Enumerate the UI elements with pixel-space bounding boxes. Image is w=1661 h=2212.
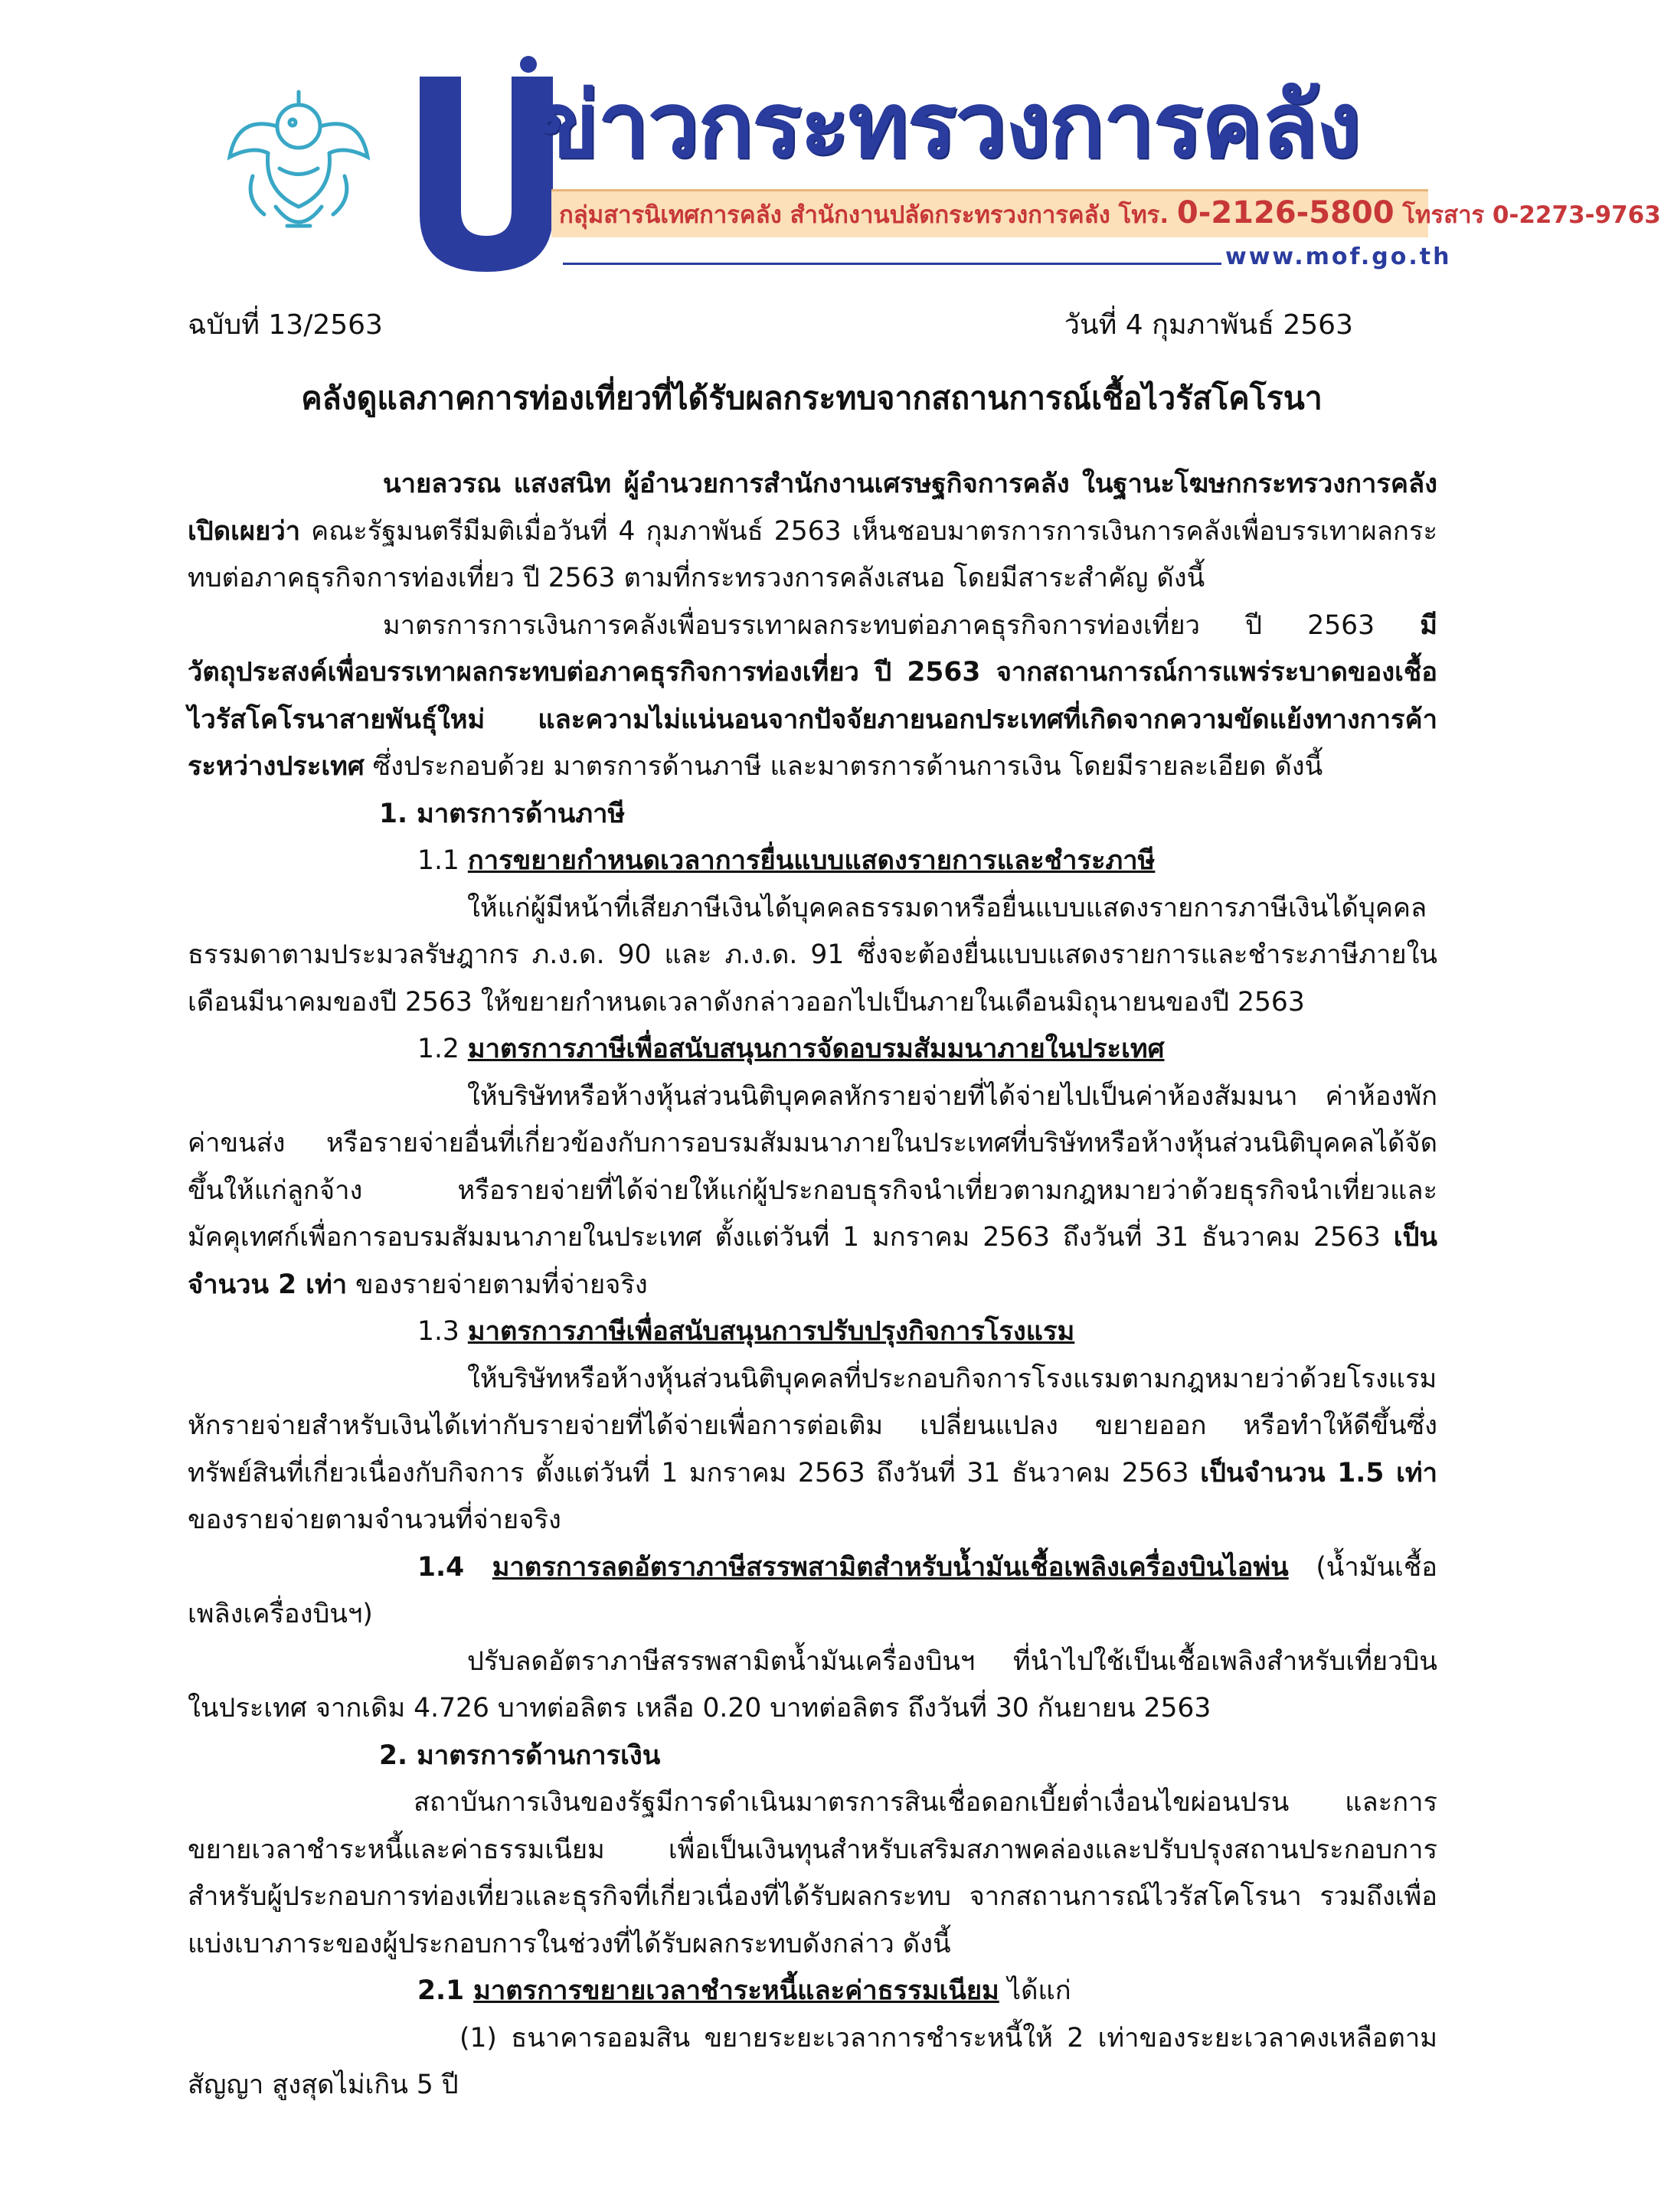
overview-objective: มีวัตถุประสงค์เพื่อบรรเทาผลกระทบต่อภาคธุรกิจการท่องเที่ยว ปี 2563 จากสถานการณ์การแพร่ระบาดของเชื้อไวรัสโคโรนาสายพันธุ์ใหม่ และความไม่แน่นอนจากปัจจัยภายนอกประเทศที่เกิดจากความขัดแย้งทางการค้าระหว่างประเทศ — [188, 609, 1437, 782]
section-1-3-body — [188, 1356, 1437, 1544]
section-tail: ได้แก่ — [999, 1975, 1071, 2006]
body-tail: ของรายจ่ายตามจำนวนที่จ่ายจริง — [188, 1505, 561, 1535]
section-number: 2.1 — [417, 1975, 474, 2006]
section-note: (น้ำมันเชื้อเพลิงเครื่องบินฯ) — [188, 1551, 1437, 1629]
issue-date: วันที่ 4 กุมภาพันธ์ 2563 — [1064, 309, 1353, 341]
body-text: ให้บริษัทหรือห้างหุ้นส่วนนิติบุคคลหักรายจ่ายที่ได้จ่ายไปเป็นค่าห้องสัมมนา ค่าห้องพัก ค่าขนส่ง หรือรายจ่ายอื่นที่เกี่ยวข้องกับการอบรมสัมมนาภายในประเทศที่บริษัทหรือห้างหุ้นส่วนนิติบุคคลได้จัดขึ้นให้แก่ลูกจ้าง หรือรายจ่ายที่ได้จ่ายให้แก่ผู้ประกอบธุรกิจนำเที่ยวตามกฎหมายว่าด้วยธุรกิจนำเที่ยวและมัคคุเทศก์เพื่อการอบรมสัมมนาภายในประเทศ ตั้งแต่วันที่ 1 มกราคม 2563 ถึงวันที่ 31 ธันวาคม 2563 — [188, 1080, 1437, 1253]
section-title: มาตรการลดอัตราภาษีสรรพสามิตสำหรับน้ำมันเชื้อเพลิงเครื่องบินไอพ่น — [492, 1551, 1289, 1583]
section-2-body: สถาบันการเงินของรัฐมีการดำเนินมาตรการสินเชื่อดอกเบี้ยต่ำเงื่อนไขผ่อนปรน และการขยายเวลาชำระหนี้และค่าธรรมเนียม เพื่อเป็นเงินทุนสำหรับเสริมสภาพคล่องและปรับปรุงสถานประกอบการ สำหรับผู้ประกอบการท่องเที่ยวและธุรกิจที่เกี่ยวเนื่องที่ได้รับผลกระทบ จากสถานการณ์ไวรัสโคโรนา รวมถึงเพื่อแบ่งเบาภาระของผู้ประกอบการในช่วงที่ได้รับผลกระทบดังกล่าว ดังนี้ — [188, 1787, 1437, 1959]
section-number: 1.1 — [417, 845, 468, 876]
contact-fax: 0-2273-9763 — [1492, 201, 1661, 229]
overview-tail: ซึ่งประกอบด้วย มาตรการด้านภาษี และมาตรการด้านการเงิน โดยมีรายละเอียด ดังนี้ — [364, 751, 1323, 782]
contact-phone: 0-2126-5800 — [1176, 195, 1395, 230]
masthead-rule — [563, 263, 1221, 265]
intro-text: คณะรัฐมนตรีมีมติเมื่อวันที่ 4 กุมภาพันธ์ 2563 เห็นชอบมาตรการการเงินการคลังเพื่อบรรเทาผลกระทบต่อภาคธุรกิจการท่องเที่ยว ปี 2563 ตามที่กระทรวงการคลังเสนอ โดยมีสาระสำคัญ ดังนี้ — [188, 515, 1437, 593]
section-2-1-item-1: (1) ธนาคารออมสิน ขยายระยะเวลาการชำระหนี้ให้ 2 เท่าของระยะเวลาคงเหลือตามสัญญา สูงสุดไม่เกิน 5 ปี — [188, 2022, 1437, 2100]
contact-org: กลุ่มสารนิเทศการคลัง สำนักงานปลัดกระทรวงการคลัง โทร. — [559, 201, 1169, 229]
section-2-heading: 2. มาตรการด้านการเงิน — [379, 1740, 661, 1771]
section-title: มาตรการขยายเวลาชำระหนี้และค่าธรรมเนียม — [473, 1975, 999, 2006]
article-body — [188, 461, 1437, 2109]
masthead-title: ข่าวกระทรวงการคลัง — [536, 72, 1360, 178]
section-title: มาตรการภาษีเพื่อสนับสนุนการจัดอบรมสัมมนาภายในประเทศ — [467, 1034, 1165, 1064]
contact-fax-label: โทรสาร — [1402, 201, 1485, 229]
section-1-1-heading — [188, 838, 1437, 885]
ministry-emblem-logo — [222, 84, 375, 245]
headline: คลังดูแลภาคการท่องเที่ยวที่ได้รับผลกระทบจากสถานการณ์เชื้อไวรัสโคโรนา — [301, 380, 1323, 417]
overview-paragraph — [188, 603, 1437, 791]
body-text: ให้บริษัทหรือห้างหุ้นส่วนนิติบุคคลที่ประกอบกิจการโรงแรมตามกฎหมายว่าด้วยโรงแรมหักรายจ่ายสำหรับเงินได้เท่ากับรายจ่ายที่ได้จ่ายเพื่อการต่อเติม เปลี่ยนแปลง ขยายออก หรือทำให้ดีขึ้นซึ่งทรัพย์สินที่เกี่ยวเนื่องกับกิจการ ตั้งแต่วันที่ 1 มกราคม 2563 ถึงวันที่ 31 ธันวาคม 2563 — [188, 1363, 1437, 1488]
section-number: 1.2 — [417, 1034, 468, 1064]
section-2-1-heading — [188, 1968, 1437, 2015]
section-1-4-heading — [188, 1544, 1437, 1639]
intro-paragraph — [188, 461, 1437, 603]
section-1-2-heading — [188, 1026, 1437, 1073]
body-tail: ของรายจ่ายตามที่จ่ายจริง — [347, 1269, 648, 1300]
section-title: การขยายกำหนดเวลาการยื่นแบบแสดงรายการและชำระภาษี — [467, 845, 1156, 876]
intro-lead: นายลวรณ แสงสนิท ผู้อำนวยการสำนักงานเศรษฐกิจการคลัง ในฐานะโฆษกกระทรวงการคลัง เปิดเผยว่า — [188, 469, 1437, 547]
overview-lead: มาตรการการเงินการคลังเพื่อบรรเทาผลกระทบต่อภาคธุรกิจการท่องเที่ยว ปี 2563 — [383, 609, 1421, 641]
section-1-2-body — [188, 1073, 1437, 1309]
section-number: 1.3 — [417, 1316, 468, 1347]
section-number: 1.4 — [417, 1551, 492, 1583]
masthead-contact — [559, 191, 1661, 234]
emphasis: เป็นจำนวน 1.5 เท่า — [1200, 1457, 1437, 1488]
emphasis: เป็นจำนวน 2 เท่า — [188, 1222, 1437, 1300]
section-1-1-body: ให้แก่ผู้มีหน้าที่เสียภาษีเงินได้บุคคลธรรมดาหรือยื่นแบบแสดงรายการภาษีเงินได้บุคคลธรรมดาตามประมวลรัษฎากร ภ.ง.ด. 90 และ ภ.ง.ด. 91 ซึ่งจะต้องยื่นแบบแสดงรายการและชำระภาษีภายในเดือนมีนาคมของปี 2563 ให้ขยายกำหนดเวลาดังกล่าวออกไปเป็นภายในเดือนมิถุนายนของปี 2563 — [188, 892, 1437, 1018]
section-1-heading: 1. มาตรการด้านภาษี — [379, 798, 626, 829]
section-title: มาตรการภาษีเพื่อสนับสนุนการปรับปรุงกิจการโรงแรม — [467, 1316, 1075, 1347]
website-url: www.mof.go.th — [1225, 243, 1452, 270]
issue-number: ฉบับที่ 13/2563 — [188, 309, 383, 341]
section-1-3-heading — [188, 1309, 1437, 1356]
section-1-4-body: ปรับลดอัตราภาษีสรรพสามิตน้ำมันเครื่องบินฯ ที่นำไปใช้เป็นเชื้อเพลิงสำหรับเที่ยวบินในประเทศ จากเดิม 4.726 บาทต่อลิตร เหลือ 0.20 บาทต่อลิตร ถึงวันที่ 30 กันยายน 2563 — [188, 1645, 1437, 1724]
